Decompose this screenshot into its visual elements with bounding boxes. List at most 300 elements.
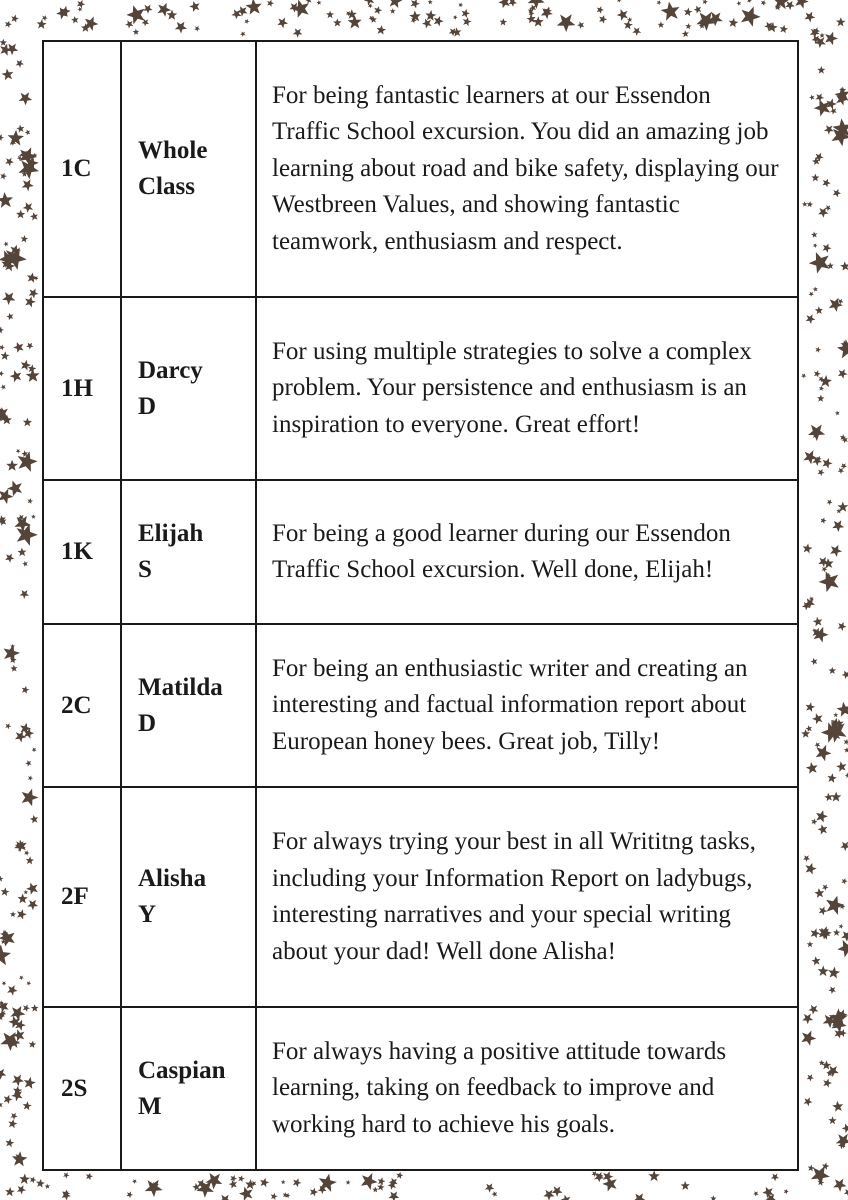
star-icon (818, 966, 829, 977)
star-icon (281, 1180, 286, 1185)
star-icon (238, 1175, 245, 1182)
star-icon (77, 0, 85, 8)
student-name-cell (121, 297, 256, 480)
star-icon (822, 1060, 831, 1069)
class-cell: 1C (43, 41, 121, 297)
star-icon (807, 201, 813, 207)
star-icon (28, 776, 33, 781)
star-icon (842, 878, 848, 884)
star-icon (27, 498, 33, 504)
star-icon (27, 981, 32, 986)
star-icon (839, 924, 844, 929)
star-icon (11, 15, 19, 23)
star-icon (453, 15, 458, 20)
star-icon (23, 1101, 32, 1110)
star-icon (377, 25, 387, 34)
star-icon (801, 373, 806, 378)
star-icon (822, 884, 829, 891)
star-icon (811, 956, 820, 965)
star-icon (23, 202, 33, 212)
star-icon (817, 66, 825, 74)
star-icon (24, 850, 29, 856)
star-icon (508, 0, 517, 7)
star-icon (240, 31, 246, 37)
star-icon (6, 1138, 15, 1147)
star-icon (271, 1193, 278, 1200)
star-icon (826, 896, 845, 915)
star-icon (219, 1195, 231, 1200)
star-icon (10, 665, 17, 672)
award-message: For always having a positive attitude towards learning, taking on feedback to improve and working hard to achieve his goals. (256, 1007, 798, 1170)
star-icon (736, 1, 741, 6)
star-icon (840, 842, 848, 851)
star-icon (685, 23, 691, 29)
star-icon (19, 92, 33, 105)
star-icon (346, 1180, 351, 1185)
star-icon (806, 762, 818, 774)
star-icon (245, 19, 250, 24)
star-icon (10, 1113, 17, 1120)
star-icon (808, 1005, 818, 1015)
star-icon (19, 1174, 30, 1185)
star-icon (627, 17, 632, 22)
star-icon (4, 1095, 13, 1104)
star-icon (841, 931, 848, 942)
star-icon (498, 0, 509, 8)
star-icon (633, 1193, 645, 1200)
star-icon (801, 1031, 816, 1046)
star-icon (428, 0, 433, 4)
star-icon (36, 1179, 45, 1188)
star-icon (326, 11, 334, 19)
star-icon (389, 0, 403, 8)
star-icon (0, 1069, 6, 1080)
star-icon (30, 1177, 37, 1184)
star-icon (827, 499, 833, 505)
star-icon (333, 18, 342, 26)
star-icon (824, 125, 834, 134)
star-icon (462, 9, 471, 18)
star-icon (829, 667, 837, 674)
star-icon (821, 517, 827, 523)
star-icon (305, 0, 311, 4)
star-icon (828, 1116, 836, 1124)
star-icon (5, 158, 14, 167)
class-cell: 2S (43, 1007, 121, 1170)
star-icon (814, 370, 821, 377)
star-icon (819, 386, 824, 391)
student-last-name: Y (138, 901, 157, 928)
star-icon (5, 21, 12, 28)
star-icon (32, 748, 37, 753)
star-icon (561, 1195, 571, 1200)
star-icon (824, 793, 832, 802)
star-icon (827, 773, 836, 783)
star-icon (0, 1102, 3, 1108)
star-icon (814, 742, 820, 748)
star-icon (842, 671, 848, 679)
star-icon (833, 189, 841, 197)
star-icon (771, 1173, 779, 1181)
star-icon (12, 1075, 24, 1087)
star-icon (133, 29, 140, 35)
star-icon (434, 16, 444, 26)
star-icon (807, 1074, 814, 1081)
star-icon (16, 60, 24, 68)
star-icon (10, 911, 16, 917)
star-icon (617, 0, 622, 3)
star-icon (143, 5, 153, 14)
star-icon (795, 0, 809, 9)
star-icon (45, 1184, 50, 1189)
star-icon (277, 18, 288, 29)
star-icon (577, 21, 584, 29)
star-icon (22, 561, 28, 567)
star-icon (378, 1177, 386, 1185)
star-icon (597, 6, 604, 14)
star-icon (812, 713, 823, 724)
star-icon (22, 789, 39, 807)
star-icon (833, 1179, 846, 1192)
star-icon (27, 900, 38, 910)
star-icon (829, 298, 843, 312)
student-first-name: Whole (138, 137, 208, 164)
star-icon (13, 342, 24, 353)
star-icon (806, 702, 816, 712)
star-icon (830, 108, 837, 115)
student-first-name: Alisha (138, 865, 207, 892)
award-message: For using multiple strategies to solve a complex problem. Your persistence and enthusiasm is an inspiration to everyone. Great effort! (256, 297, 798, 480)
star-icon (833, 929, 840, 936)
star-icon (21, 235, 28, 242)
star-icon (86, 1173, 93, 1180)
star-icon (42, 15, 48, 21)
star-icon (785, 1, 795, 10)
star-icon (528, 0, 545, 9)
student-name-cell (121, 480, 256, 624)
star-icon (809, 252, 830, 273)
star-icon (2, 69, 14, 81)
star-icon (5, 554, 14, 563)
star-icon (815, 347, 821, 353)
star-icon (844, 1189, 848, 1197)
star-icon (541, 7, 553, 19)
class-cell: 1H (43, 297, 121, 480)
star-icon (809, 292, 814, 297)
star-icon (802, 201, 808, 207)
star-icon (0, 384, 6, 390)
star-icon (23, 1004, 30, 1011)
star-icon (175, 22, 187, 34)
star-icon (780, 25, 788, 33)
star-icon (811, 819, 817, 825)
star-icon (844, 739, 848, 745)
star-icon (0, 876, 3, 882)
student-last-name: S (138, 556, 152, 583)
student-first-name: Caspian (138, 1056, 226, 1084)
star-icon (293, 1178, 302, 1187)
star-icon (840, 261, 848, 270)
star-icon (816, 93, 825, 102)
star-icon (189, 1, 199, 12)
star-icon (837, 339, 848, 358)
star-icon (63, 1172, 69, 1178)
star-icon (729, 18, 739, 28)
star-icon (0, 489, 13, 505)
star-icon (10, 370, 22, 382)
star-icon (230, 1175, 237, 1182)
star-icon (805, 863, 816, 875)
star-icon (814, 888, 824, 898)
award-row-1h (43, 297, 798, 480)
student-first-name: Elijah (138, 520, 204, 547)
star-icon (811, 928, 821, 938)
star-icon (830, 545, 842, 557)
student-name-cell (121, 624, 256, 787)
star-icon (26, 883, 38, 895)
star-icon (813, 243, 818, 248)
star-icon (7, 985, 17, 996)
star-icon (20, 590, 29, 599)
star-icon (658, 21, 665, 28)
star-icon (22, 179, 34, 191)
star-icon (648, 1170, 660, 1181)
star-icon (819, 907, 828, 916)
student-first-name: Matilda (138, 673, 223, 701)
star-icon (784, 1189, 789, 1194)
award-row-2f (43, 787, 798, 1007)
star-icon (838, 622, 847, 631)
student-last-name: M (138, 1092, 162, 1120)
star-icon (741, 6, 761, 26)
star-icon (543, 1190, 554, 1200)
star-icon (828, 967, 840, 979)
award-row-1c (43, 41, 798, 297)
star-icon (842, 1124, 848, 1134)
star-icon (377, 1183, 384, 1190)
star-icon (18, 894, 28, 904)
student-last-name: D (138, 392, 157, 420)
award-row-2s (43, 1007, 798, 1170)
star-icon (31, 1004, 39, 1011)
star-icon (808, 425, 825, 442)
star-icon (21, 360, 31, 371)
class-cell: 2C (43, 624, 121, 787)
star-icon (411, 0, 420, 9)
star-icon (485, 1183, 495, 1192)
star-icon (229, 1180, 237, 1189)
star-icon (15, 731, 26, 742)
star-icon (29, 289, 39, 299)
star-icon (808, 1165, 815, 1172)
star-icon (23, 890, 28, 895)
star-icon (841, 463, 847, 469)
award-message: For being an enthusiastic writer and creating an interesting and factual information report about European honey bees. Great job, Tilly! (256, 624, 798, 787)
star-icon (396, 1172, 403, 1179)
star-icon (293, 28, 303, 37)
star-icon (5, 723, 11, 729)
star-icon (372, 1187, 378, 1193)
star-icon (374, 6, 382, 14)
star-icon (831, 792, 842, 802)
star-icon (552, 1186, 563, 1196)
star-icon (822, 179, 830, 188)
star-icon (30, 212, 38, 220)
star-icon (17, 1185, 26, 1194)
awards-table (42, 40, 799, 1171)
star-icon (838, 468, 845, 474)
star-icon (30, 815, 38, 824)
star-icon (126, 5, 144, 24)
star-icon (71, 16, 78, 24)
star-icon (167, 10, 178, 20)
star-icon (807, 941, 814, 947)
star-icon (702, 0, 708, 4)
star-icon (813, 287, 818, 292)
star-icon (246, 0, 262, 15)
star-icon (803, 855, 810, 862)
star-icon (819, 33, 825, 38)
star-icon (527, 14, 536, 23)
star-icon (661, 2, 680, 21)
star-icon (818, 208, 829, 218)
star-icon (132, 1179, 137, 1184)
star-icon (18, 548, 27, 557)
award-row-1k (43, 480, 798, 624)
star-icon (694, 6, 702, 14)
star-icon (463, 17, 472, 26)
star-icon (1, 887, 10, 896)
student-last-name: D (138, 709, 157, 737)
star-icon (245, 1179, 255, 1189)
star-icon (805, 12, 816, 23)
star-icon (682, 30, 689, 37)
star-icon (390, 8, 396, 14)
star-icon (832, 1101, 843, 1112)
star-icon (815, 306, 823, 314)
star-icon (0, 134, 4, 141)
star-icon (833, 712, 838, 717)
star-icon (6, 44, 18, 56)
star-icon (811, 231, 817, 237)
star-icon (681, 1181, 690, 1190)
star-icon (816, 745, 832, 761)
star-icon (7, 481, 22, 497)
star-icon (267, 0, 274, 7)
star-icon (368, 3, 373, 8)
star-icon (0, 344, 5, 350)
star-icon (310, 1188, 318, 1197)
star-icon (818, 469, 825, 476)
star-icon (16, 210, 25, 219)
star-icon (832, 520, 844, 532)
star-icon (6, 460, 18, 471)
student-name-cell (121, 787, 256, 1007)
star-icon (557, 14, 576, 32)
star-icon (127, 1191, 134, 1198)
star-icon (2, 292, 15, 305)
star-icon (3, 242, 8, 247)
star-icon (16, 125, 24, 133)
star-icon (25, 760, 31, 766)
student-first-name: Darcy (138, 356, 203, 384)
star-icon (835, 411, 840, 416)
star-icon (316, 0, 321, 5)
star-icon (16, 449, 21, 454)
star-icon (0, 326, 4, 333)
star-icon (500, 18, 508, 25)
star-icon (22, 686, 30, 694)
star-icon (816, 810, 828, 822)
star-icon (823, 244, 832, 253)
star-icon (773, 0, 790, 9)
star-icon (8, 1119, 17, 1128)
star-icon (6, 313, 13, 320)
star-icon (806, 725, 813, 732)
star-icon (710, 1195, 716, 1200)
star-icon (26, 369, 40, 382)
star-icon (0, 930, 15, 947)
star-icon (125, 20, 133, 28)
star-icon (684, 8, 693, 17)
star-icon (27, 273, 37, 283)
star-icon (804, 1097, 813, 1106)
star-icon (822, 458, 832, 469)
star-icon (388, 1192, 399, 1200)
star-icon (425, 10, 436, 21)
star-icon (825, 32, 838, 45)
star-icon (25, 130, 31, 136)
star-icon (2, 981, 7, 986)
star-icon (818, 824, 828, 834)
star-icon (31, 514, 36, 519)
star-icon (24, 1077, 36, 1089)
star-icon (1, 351, 10, 360)
star-icon (17, 524, 38, 546)
star-icon (657, 0, 662, 5)
star-icon (17, 909, 27, 919)
star-icon (844, 747, 848, 753)
star-icon (837, 940, 848, 958)
star-icon (459, 3, 464, 8)
star-icon (26, 343, 33, 350)
star-icon (632, 27, 641, 36)
student-last-name: Class (138, 173, 195, 200)
star-icon (836, 761, 846, 771)
star-icon (761, 0, 767, 6)
award-row-2c (43, 624, 798, 787)
star-icon (806, 314, 816, 324)
star-icon (747, 0, 752, 3)
award-message: For always trying your best in all Writitng tasks, including your Information Report on ladybugs, interesting narratives and your special writing about your dad! Well done Alisha! (256, 787, 798, 1007)
star-icon (0, 192, 13, 208)
star-icon (0, 173, 7, 180)
star-icon (838, 369, 848, 379)
star-icon (753, 1191, 759, 1196)
star-icon (0, 945, 11, 966)
star-icon (492, 1191, 498, 1197)
star-icon (29, 1041, 37, 1048)
star-icon (599, 15, 607, 24)
awards-sheet (42, 40, 799, 1169)
star-icon (19, 975, 24, 980)
star-icon (23, 418, 32, 427)
class-cell: 1K (43, 480, 121, 624)
star-icon (836, 17, 846, 26)
award-message: For being fantastic learners at our Essendon Traffic School excursion. You did an amazing job learning about road and bike safety, displaying our Westbreen Values, and showing fantastic teamwork, enthusiasm and respect. (256, 41, 798, 297)
star-icon (617, 9, 628, 21)
star-icon (810, 658, 817, 665)
